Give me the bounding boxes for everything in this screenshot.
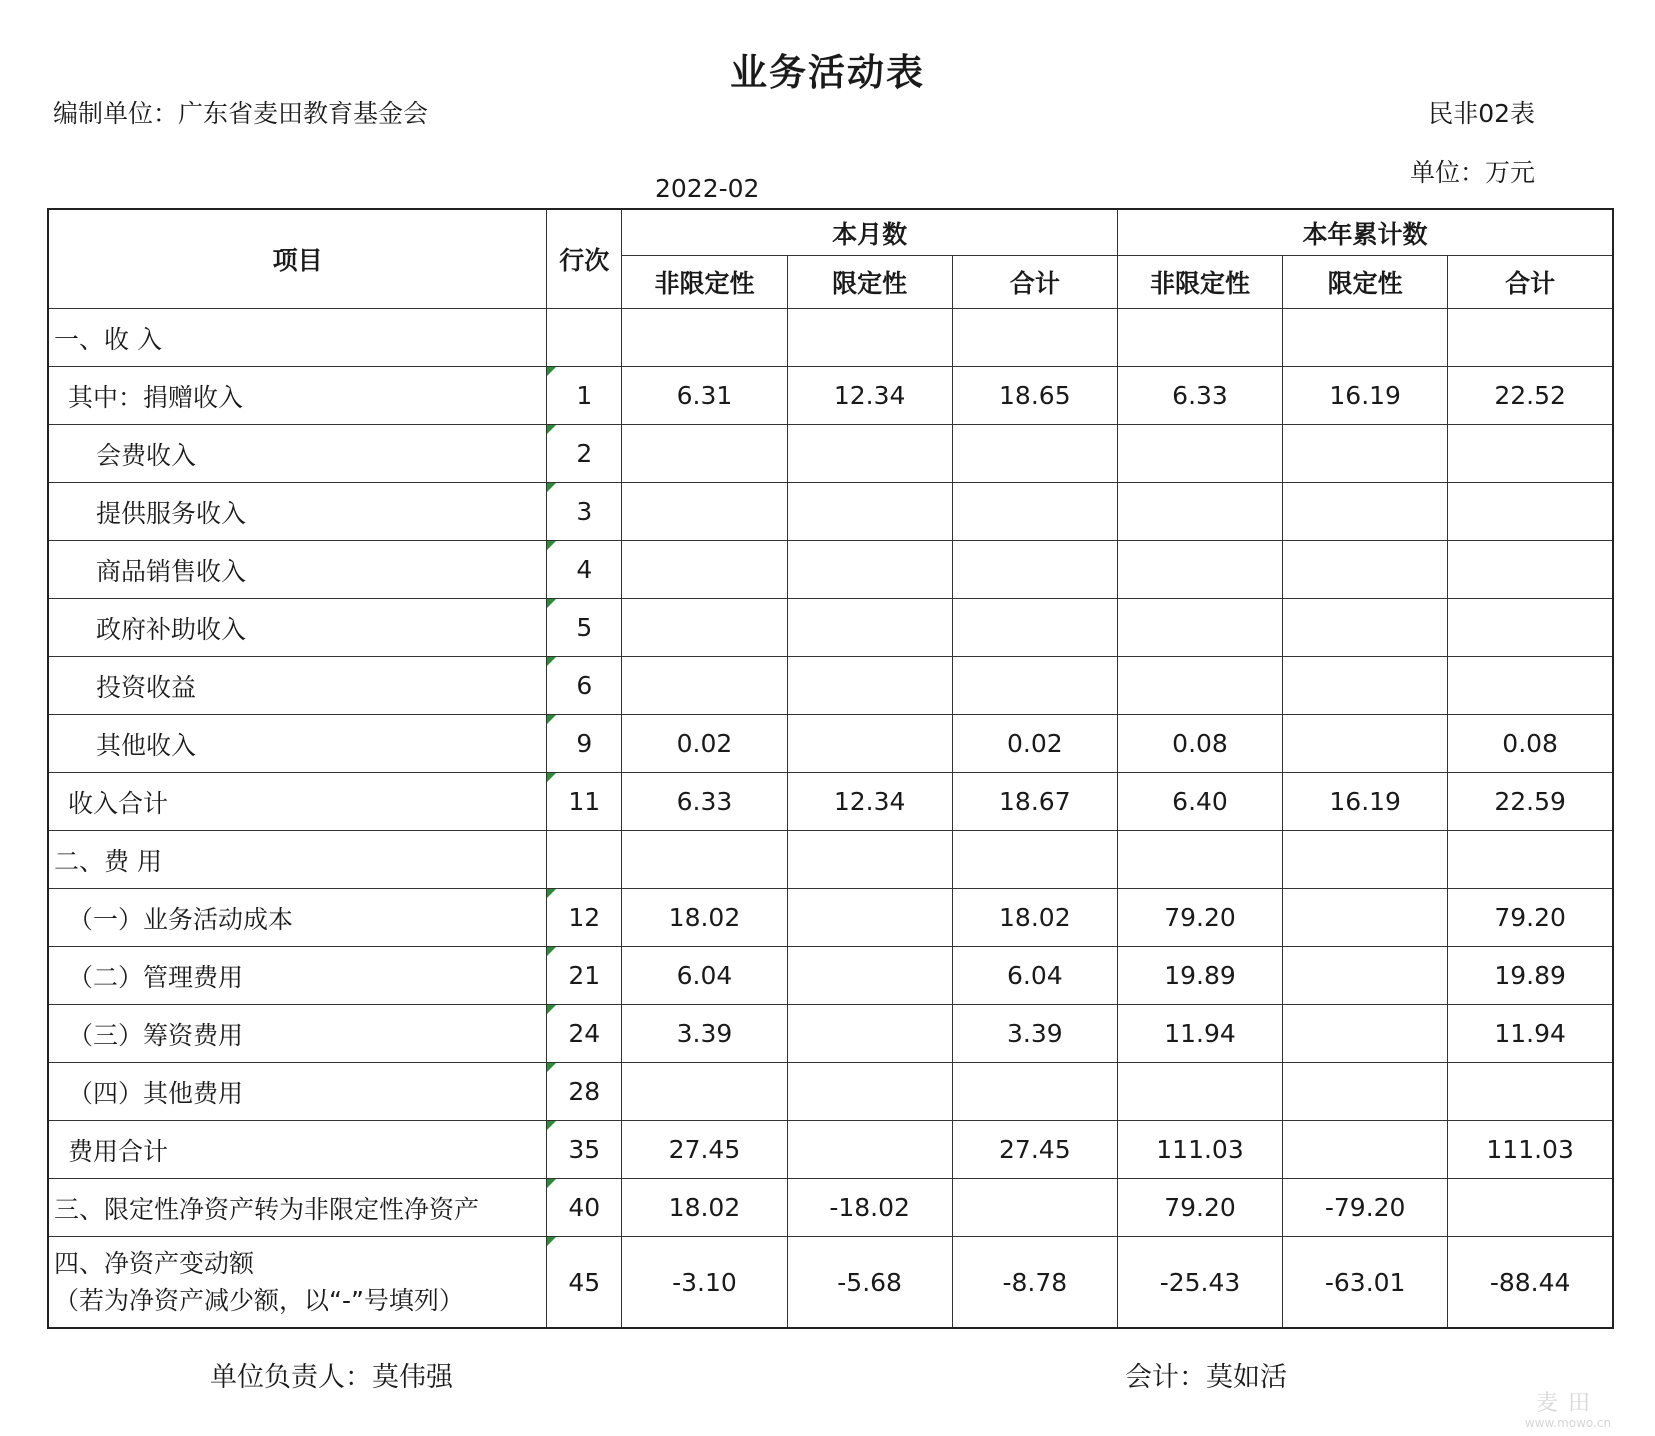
row-label-note: （若为净资产减少额，以“-”号填列） (54, 1286, 464, 1315)
cell-year-unrestricted: 11.94 (1117, 1005, 1282, 1063)
cell-year-restricted (1283, 541, 1448, 599)
cell-month-restricted (787, 599, 952, 657)
row-line: 2 (547, 425, 622, 483)
cell-year-unrestricted (1117, 657, 1282, 715)
cell-year-unrestricted: 6.33 (1117, 367, 1282, 425)
row-label: 收入合计 (48, 773, 547, 831)
cell-month-restricted (787, 947, 952, 1005)
cell-month-total (952, 1179, 1117, 1237)
cell-month-restricted: -5.68 (787, 1237, 952, 1329)
row-line: 9 (547, 715, 622, 773)
row-line: 21 (547, 947, 622, 1005)
cell-year-total: 11.94 (1448, 1005, 1613, 1063)
watermark-logo: 麦田 (1535, 1391, 1600, 1416)
cell-month-restricted (787, 889, 952, 947)
cell-month-restricted (787, 715, 952, 773)
cell-year-unrestricted (1117, 831, 1282, 889)
cell-month-total: 18.67 (952, 773, 1117, 831)
row-label: （二）管理费用 (48, 947, 547, 1005)
cell-month-total (952, 657, 1117, 715)
cell-year-total: 0.08 (1448, 715, 1613, 773)
table-row (48, 1237, 1613, 1329)
row-label (48, 1237, 547, 1329)
cell-year-restricted (1283, 1063, 1448, 1121)
row-line: 5 (547, 599, 622, 657)
cell-month-unrestricted: 3.39 (622, 1005, 787, 1063)
row-line (547, 309, 622, 367)
table-row (48, 367, 1613, 425)
cell-year-total (1448, 657, 1613, 715)
cell-year-total: 22.52 (1448, 367, 1613, 425)
header-year-total: 合计 (1448, 256, 1613, 309)
header-year-restricted: 限定性 (1283, 256, 1448, 309)
cell-year-total: 22.59 (1448, 773, 1613, 831)
header-year: 本年累计数 (1117, 209, 1613, 256)
cell-year-unrestricted (1117, 599, 1282, 657)
table-row (48, 599, 1613, 657)
cell-month-total (952, 541, 1117, 599)
cell-month-unrestricted: 18.02 (622, 1179, 787, 1237)
cell-year-restricted (1283, 599, 1448, 657)
cell-year-restricted (1283, 1005, 1448, 1063)
cell-year-unrestricted (1117, 541, 1282, 599)
cell-month-unrestricted (622, 657, 787, 715)
cell-month-unrestricted (622, 541, 787, 599)
cell-year-total (1448, 483, 1613, 541)
row-line: 6 (547, 657, 622, 715)
cell-year-total: 111.03 (1448, 1121, 1613, 1179)
cell-month-unrestricted: 18.02 (622, 889, 787, 947)
activity-table (47, 208, 1614, 1329)
row-label-main: 四、净资产变动额 (54, 1249, 255, 1278)
cell-month-restricted (787, 541, 952, 599)
cell-month-unrestricted: 27.45 (622, 1121, 787, 1179)
row-line: 40 (547, 1179, 622, 1237)
cell-year-total (1448, 831, 1613, 889)
header-month: 本月数 (622, 209, 1118, 256)
table-row (48, 1179, 1613, 1237)
cell-month-total: 18.02 (952, 889, 1117, 947)
row-label: 商品销售收入 (48, 541, 547, 599)
cell-month-restricted (787, 483, 952, 541)
row-label: 提供服务收入 (48, 483, 547, 541)
row-label: 三、限定性净资产转为非限定性净资产 (48, 1179, 547, 1237)
header-line: 行次 (547, 209, 622, 309)
cell-year-unrestricted: 19.89 (1117, 947, 1282, 1005)
cell-month-total (952, 1063, 1117, 1121)
row-line: 4 (547, 541, 622, 599)
cell-year-total (1448, 425, 1613, 483)
cell-year-total (1448, 599, 1613, 657)
row-label: 其中：捐赠收入 (48, 367, 547, 425)
cell-month-unrestricted: 6.04 (622, 947, 787, 1005)
row-label: （四）其他费用 (48, 1063, 547, 1121)
row-line: 35 (547, 1121, 622, 1179)
cell-month-unrestricted (622, 309, 787, 367)
cell-month-total: 18.65 (952, 367, 1117, 425)
table-row (48, 1063, 1613, 1121)
cell-month-total: 27.45 (952, 1121, 1117, 1179)
cell-month-restricted (787, 1063, 952, 1121)
cell-year-restricted (1283, 309, 1448, 367)
cell-month-total (952, 599, 1117, 657)
cell-month-unrestricted: 6.33 (622, 773, 787, 831)
cell-month-unrestricted (622, 831, 787, 889)
cell-month-unrestricted (622, 425, 787, 483)
cell-month-total (952, 309, 1117, 367)
row-line (547, 831, 622, 889)
accountant-signature: 会计：莫如活 (1125, 1362, 1287, 1393)
cell-year-unrestricted (1117, 425, 1282, 483)
row-label: （三）筹资费用 (48, 1005, 547, 1063)
cell-month-total (952, 831, 1117, 889)
cell-month-total: 6.04 (952, 947, 1117, 1005)
cell-month-unrestricted (622, 599, 787, 657)
cell-month-total: 0.02 (952, 715, 1117, 773)
row-label: （一）业务活动成本 (48, 889, 547, 947)
row-label: 政府补助收入 (48, 599, 547, 657)
row-line: 3 (547, 483, 622, 541)
header-year-unrestricted: 非限定性 (1117, 256, 1282, 309)
org-label: 编制单位：广东省麦田教育基金会 (53, 99, 429, 128)
cell-month-restricted (787, 657, 952, 715)
cell-month-restricted (787, 1005, 952, 1063)
table-row (48, 947, 1613, 1005)
cell-month-total (952, 483, 1117, 541)
cell-year-restricted (1283, 715, 1448, 773)
row-label: 会费收入 (48, 425, 547, 483)
cell-month-total (952, 425, 1117, 483)
table-row (48, 1005, 1613, 1063)
row-line: 45 (547, 1237, 622, 1329)
row-line: 11 (547, 773, 622, 831)
cell-year-restricted (1283, 657, 1448, 715)
cell-month-unrestricted: 0.02 (622, 715, 787, 773)
row-line: 1 (547, 367, 622, 425)
table-row (48, 715, 1613, 773)
report-title: 业务活动表 (730, 51, 925, 94)
unit-label: 单位：万元 (1409, 158, 1535, 187)
cell-year-unrestricted: 0.08 (1117, 715, 1282, 773)
cell-month-restricted: 12.34 (787, 773, 952, 831)
header-item: 项目 (48, 209, 547, 309)
cell-year-total (1448, 541, 1613, 599)
header-month-total: 合计 (952, 256, 1117, 309)
cell-year-total (1448, 309, 1613, 367)
cell-year-unrestricted: 111.03 (1117, 1121, 1282, 1179)
table-row (48, 483, 1613, 541)
table-row (48, 657, 1613, 715)
row-label: 二、费 用 (48, 831, 547, 889)
form-number: 民非02表 (1428, 99, 1535, 128)
cell-year-total: -88.44 (1448, 1237, 1613, 1329)
row-label: 一、收 入 (48, 309, 547, 367)
row-label: 其他收入 (48, 715, 547, 773)
cell-month-unrestricted (622, 1063, 787, 1121)
cell-month-restricted (787, 425, 952, 483)
cell-month-unrestricted: -3.10 (622, 1237, 787, 1329)
header-month-restricted: 限定性 (787, 256, 952, 309)
cell-month-unrestricted (622, 483, 787, 541)
cell-year-unrestricted: 79.20 (1117, 889, 1282, 947)
cell-month-total: 3.39 (952, 1005, 1117, 1063)
table-row (48, 309, 1613, 367)
table-row (48, 541, 1613, 599)
table-row (48, 1121, 1613, 1179)
cell-year-restricted: -63.01 (1283, 1237, 1448, 1329)
cell-year-restricted (1283, 483, 1448, 541)
row-label: 费用合计 (48, 1121, 547, 1179)
cell-year-restricted: 16.19 (1283, 773, 1448, 831)
row-line: 24 (547, 1005, 622, 1063)
cell-year-restricted (1283, 425, 1448, 483)
cell-year-restricted: 16.19 (1283, 367, 1448, 425)
cell-month-restricted: -18.02 (787, 1179, 952, 1237)
cell-year-unrestricted (1117, 309, 1282, 367)
cell-year-restricted (1283, 831, 1448, 889)
leader-signature: 单位负责人：莫伟强 (210, 1362, 453, 1393)
cell-year-total (1448, 1179, 1613, 1237)
cell-month-restricted (787, 831, 952, 889)
cell-month-restricted (787, 1121, 952, 1179)
cell-year-total: 19.89 (1448, 947, 1613, 1005)
table-row (48, 889, 1613, 947)
header-month-unrestricted: 非限定性 (622, 256, 787, 309)
period-label: 2022-02 (655, 174, 760, 203)
cell-month-unrestricted: 6.31 (622, 367, 787, 425)
cell-year-restricted (1283, 947, 1448, 1005)
cell-year-unrestricted (1117, 1063, 1282, 1121)
row-line: 28 (547, 1063, 622, 1121)
row-line: 12 (547, 889, 622, 947)
table-row (48, 831, 1613, 889)
row-label: 投资收益 (48, 657, 547, 715)
cell-month-total: -8.78 (952, 1237, 1117, 1329)
cell-year-unrestricted: 79.20 (1117, 1179, 1282, 1237)
watermark-url: www.mowo.cn (1524, 1416, 1612, 1430)
cell-year-total: 79.20 (1448, 889, 1613, 947)
table-row (48, 425, 1613, 483)
cell-month-restricted (787, 309, 952, 367)
cell-year-restricted (1283, 1121, 1448, 1179)
watermark (1503, 1392, 1633, 1432)
cell-year-restricted: -79.20 (1283, 1179, 1448, 1237)
cell-year-unrestricted: 6.40 (1117, 773, 1282, 831)
cell-year-total (1448, 1063, 1613, 1121)
cell-month-restricted: 12.34 (787, 367, 952, 425)
cell-year-restricted (1283, 889, 1448, 947)
table-row (48, 773, 1613, 831)
cell-year-unrestricted (1117, 483, 1282, 541)
cell-year-unrestricted: -25.43 (1117, 1237, 1282, 1329)
